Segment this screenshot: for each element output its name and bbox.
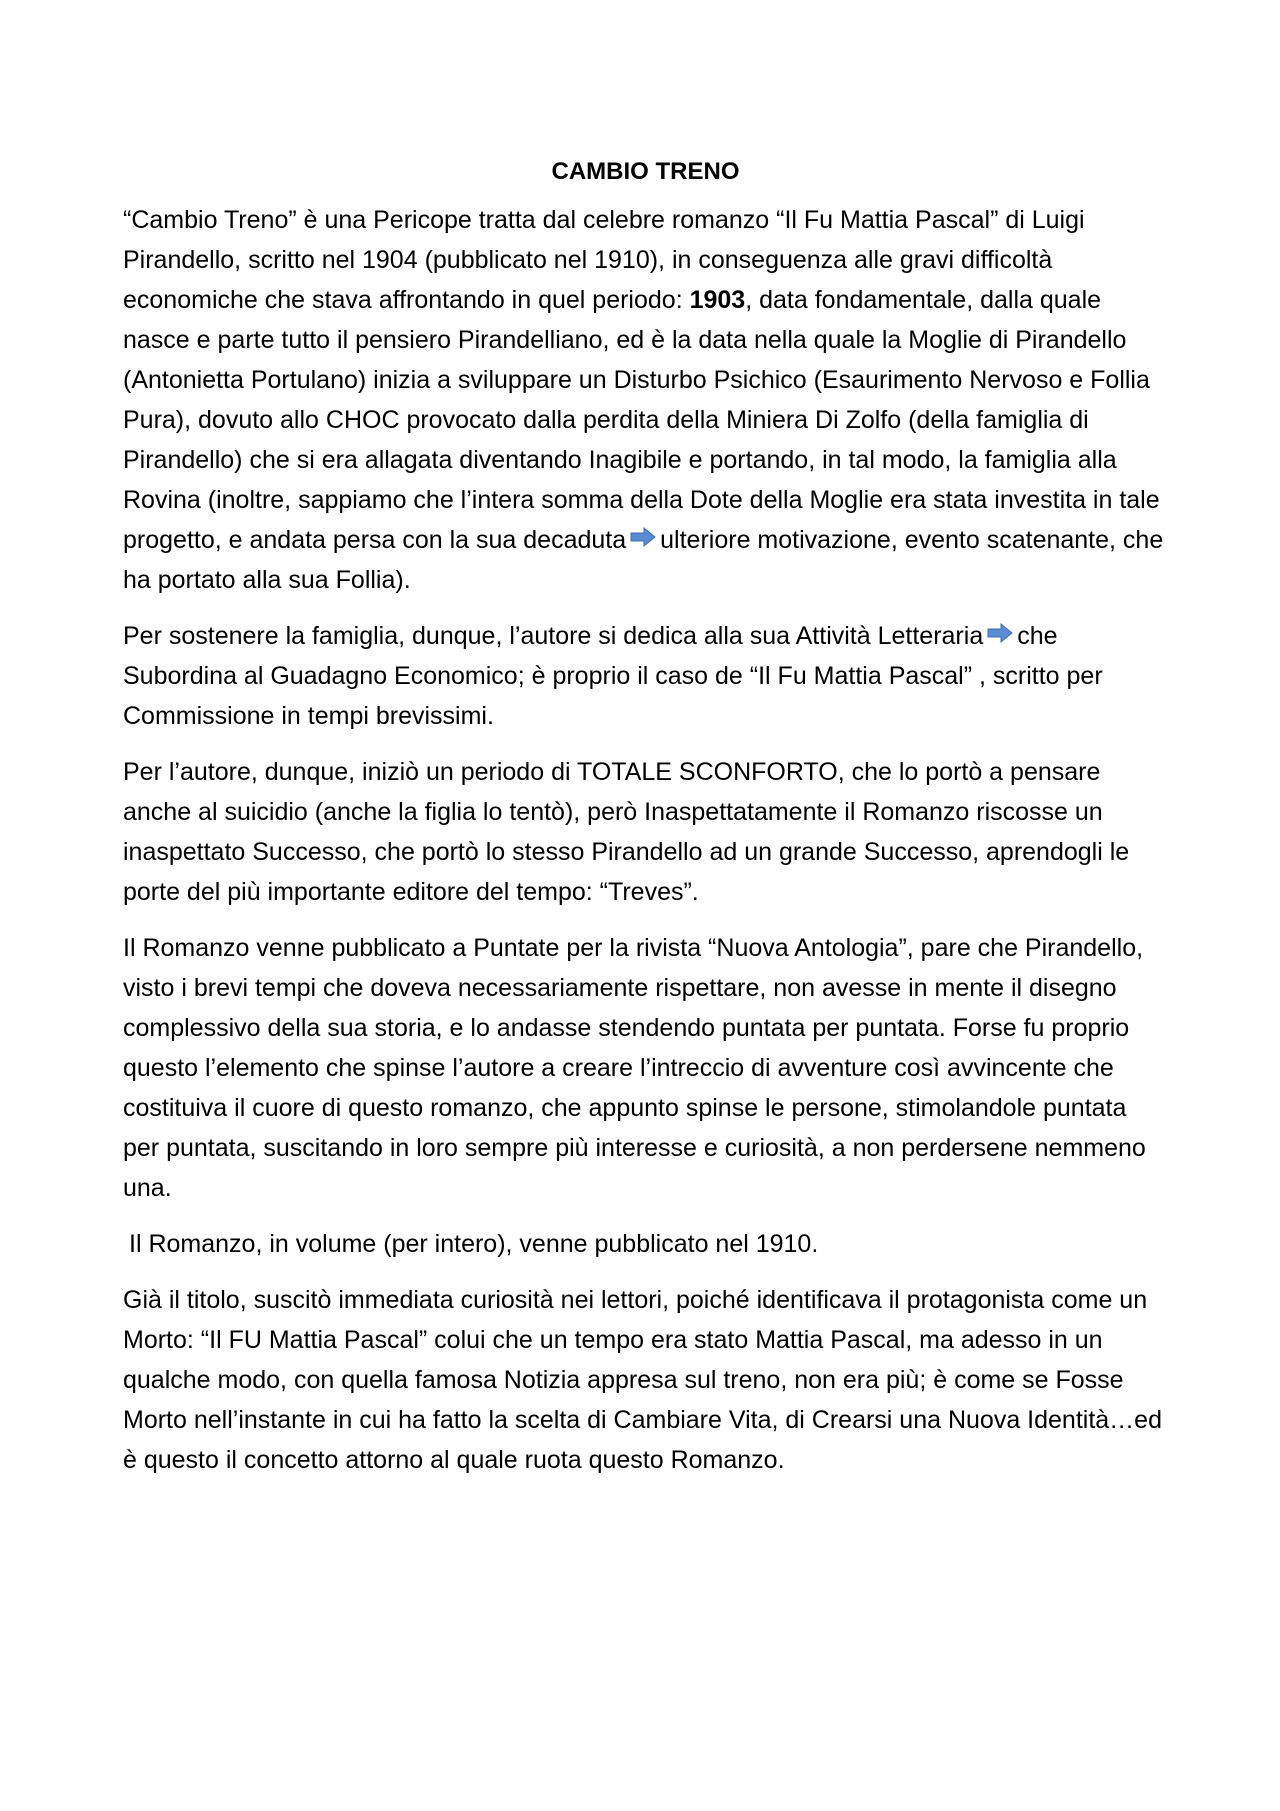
paragraph-2-text-end: che Subordina al Guadagno Economico; è proprio il caso de “Il Fu Mattia Pascal” , scritto per Commissione in tempi brevissimi.: [123, 622, 1103, 730]
document-body: [123, 156, 1168, 1496]
paragraph-2-text-start: Per sostenere la famiglia, dunque, l’autore si dedica alla sua Attività Letteraria: [123, 622, 984, 650]
document-title: CAMBIO TRENO: [551, 158, 740, 185]
paragraph-5: Il Romanzo, in volume (per intero), venne pubblicato nel 1910.: [129, 1230, 819, 1258]
paragraph-1-text-start: “Cambio Treno” è una Pericope tratta dal celebre romanzo “Il Fu Mattia Pascal” di Luigi Pirandello, scritto nel 1904 (pubblicato nel 1910), in conseguenza alle gravi difficoltà economiche che stava affrontando in quel periodo:: [123, 206, 1085, 314]
right-arrow-icon: [987, 615, 1013, 655]
paragraph-6: Già il titolo, suscitò immediata curiosità nei lettori, poiché identificava il protagonista come un Morto: “Il FU Mattia Pascal” colui che un tempo era stato Mattia Pascal, ma adesso in un qualche modo, con quella famosa Notizia appresa sul treno, non era più; è come se Fosse Morto nell’instante in cui ha fatto la scelta di Cambiare Vita, di Crearsi una Nuova Identità…ed è questo il concetto attorno al quale ruota questo Romanzo.: [123, 1286, 1162, 1474]
bold-year: 1903: [689, 286, 746, 314]
paragraph-1-text-end: ulteriore motivazione, evento scatenante, che ha portato alla sua Follia).: [123, 526, 1164, 594]
paragraph-1: [123, 200, 1168, 600]
right-arrow-icon: [630, 519, 656, 559]
paragraph-3: Per l’autore, dunque, iniziò un periodo di TOTALE SCONFORTO, che lo portò a pensare anche al suicidio (anche la figlia lo tentò), però Inaspettatamente il Romanzo riscosse un inaspettato Successo, che portò lo stesso Pirandello ad un grande Successo, aprendogli le porte del più importante editore del tempo: “Treves”.: [123, 758, 1130, 906]
paragraph-2: [123, 616, 1168, 736]
paragraph-4: Il Romanzo venne pubblicato a Puntate per la rivista “Nuova Antologia”, pare che Pirandello, visto i brevi tempi che doveva necessariamente rispettare, non avesse in mente il disegno complessivo della sua storia, e lo andasse stendendo puntata per puntata. Forse fu proprio questo l’elemento che spinse l’autore a creare l’intreccio di avventure così avvincente che costituiva il cuore di questo romanzo, che appunto spinse le persone, stimolandole puntata per puntata, suscitando in loro sempre più interesse e curiosità, a non perdersene nemmeno una.: [123, 934, 1146, 1202]
paragraph-1-text-middle: , data fondamentale, dalla quale nasce e parte tutto il pensiero Pirandelliano, ed è la data nella quale la Moglie di Pirandello (Antonietta Portulano) inizia a sviluppare un Disturbo Psichico (Esaurimento Nervoso e Follia Pura), dovuto allo CHOC provocato dalla perdita della Miniera Di Zolfo (della famiglia di Pirandello) che si era allagata diventando Inagibile e portando, in tal modo, la famiglia alla Rovina (inoltre, sappiamo che l’intera somma della Dote della Moglie era stata investita in tale progetto, e andata persa con la sua decaduta: [123, 286, 1160, 554]
